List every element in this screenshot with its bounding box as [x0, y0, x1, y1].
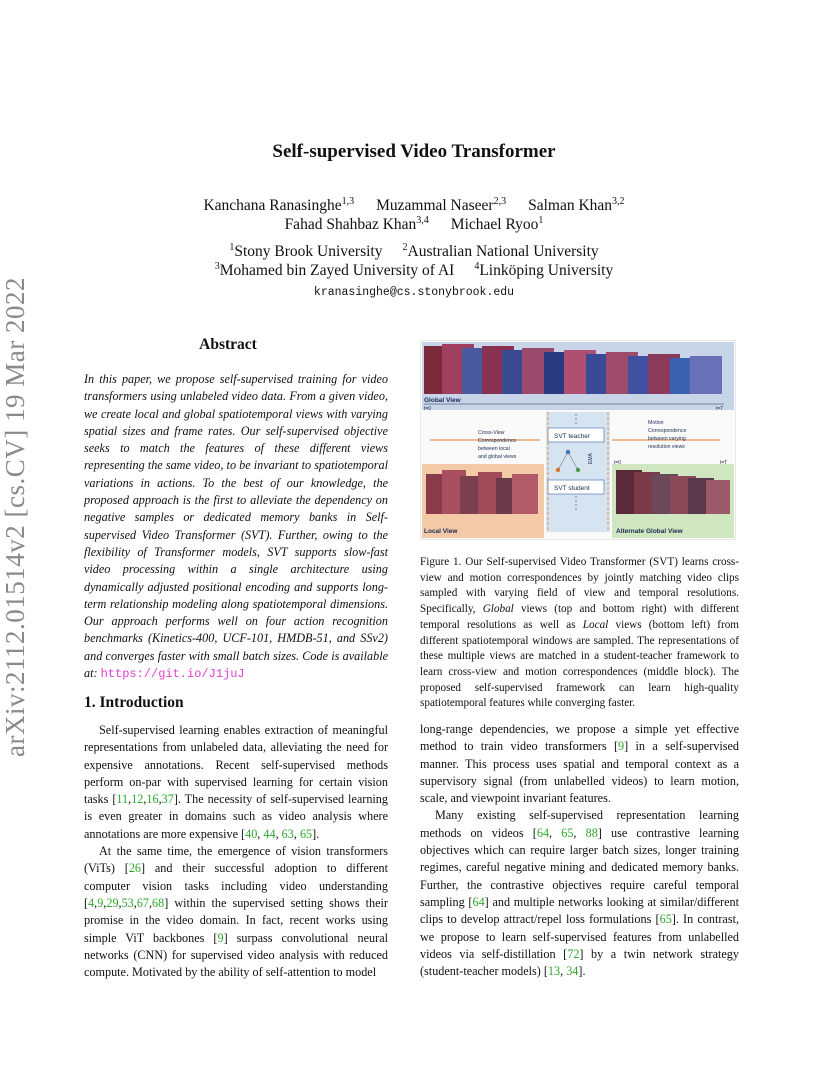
paragraph-text: Many existing self-supervised representation learning methods on videos [ — [420, 808, 739, 840]
citation-link[interactable]: 63 — [281, 826, 294, 841]
affiliation-name: Mohamed bin Zayed University of AI — [219, 262, 455, 280]
frame — [690, 356, 722, 394]
author-name: Michael Ryoo — [450, 216, 539, 234]
citation-link[interactable]: 65 — [561, 825, 574, 840]
time-start-label: t=0 — [614, 460, 622, 466]
author-line-2 — [0, 215, 828, 234]
abstract-text: In this paper, we propose self-supervised training for video transformers using unlabeled video data. From a given video, we create local and global spatiotemporal views with varying spatial sizes and frame rates. Our self-supervised objective seeks to match the features of these different views representing the same video, to be invariant to spatiotemporal variations in actions. To the best of our knowledge, the proposed approach is the first to alleviate the dependency on negative samples or dedicated memory banks in Self-supervised Video Transformer (SVT). Further, owing to the flexibility of Transformer models, SVT supports slow-fast video processing within a single architecture using dynamically adjusted positional encoding and supports long-term relationship modeling along spatiotemporal dimensions. Our approach performs well on four action recognition benchmarks (Kinetics-400, UCF-101, HMDB-51, and SSv2) and converges faster with small batch sizes. Code is available at: — [84, 372, 388, 681]
author-affiliation-mark: 1 — [538, 215, 544, 226]
local-view-label: Local View — [424, 528, 458, 535]
figure-1-diagram — [420, 340, 736, 540]
paragraph-text: , — [560, 964, 567, 979]
paragraph-text: , — [118, 895, 122, 910]
citation-link[interactable]: 65 — [299, 826, 313, 841]
paragraph-text: ]. In contrast, we propose to learn self-supervised features from unlabelled videos via self-distillation [ — [420, 912, 740, 961]
introduction-column-right — [420, 721, 739, 980]
paragraph-text: Self-supervised learning enables extraction of meaningful representations from unlabeled data, alleviating the need for expensive annotations. Recent self-supervised methods perform on-par with supervised learning for certain vision tasks [ — [84, 723, 388, 807]
motion-label-line: Correspondence — [648, 428, 687, 434]
paragraph-text: ]. The necessity of self-supervised learning is even greater in domains such as video analysis where annotations are more expensive [ — [84, 792, 388, 841]
alternate-global-view-label: Alternate Global View — [616, 528, 683, 535]
section-heading-introduction: 1. Introduction — [84, 694, 184, 711]
paragraph-text: ] within the supervised setting shows their promise in the video domain. In fact, recent works using simple ViT backbones [ — [84, 895, 388, 945]
paragraph-text: , — [128, 792, 132, 807]
affiliation-mark: 2 — [402, 242, 408, 253]
paragraph-text: , — [94, 895, 98, 910]
paragraph — [420, 721, 739, 807]
abstract-heading: Abstract — [199, 336, 257, 353]
paragraph — [84, 722, 388, 843]
paper-title: Self-supervised Video Transformer — [272, 141, 556, 162]
ema-label: EMA — [588, 453, 594, 464]
paragraph-text: ] and their successful adoption to different computer vision tasks including video understanding [ — [84, 861, 388, 910]
code-link[interactable]: https://git.io/J1juJ — [100, 667, 245, 682]
motion-label-line: between varying — [648, 436, 686, 442]
citation-link[interactable]: 9 — [618, 739, 625, 754]
cross-view-label-line: between local — [478, 446, 510, 452]
paragraph-text: , — [103, 895, 107, 910]
citation-link[interactable]: 67 — [136, 895, 149, 910]
paragraph-text: ] in a self-supervised manner. This process uses spatial and temporal context as a supervisory signal (from unlabelled videos) to learn motion, scale, and viewpoint invariant features. — [420, 739, 739, 806]
cross-view-label-line: and global views — [478, 454, 517, 460]
figure-1-caption — [420, 555, 739, 712]
affiliation-name: Linköping University — [479, 262, 614, 280]
frame — [706, 480, 730, 514]
author-name: Salman Khan — [528, 197, 613, 215]
author-affiliation-mark: 2,3 — [493, 196, 507, 207]
paragraph-text: ]. — [312, 826, 320, 841]
citation-link[interactable]: 53 — [121, 895, 134, 910]
frame — [512, 474, 538, 514]
author-line-1 — [0, 196, 828, 215]
paragraph-text: , — [293, 826, 300, 841]
caption-text: views (bottom left) from different spatiotemporal windows are sampled. The representations of these multiple views are matched in a student-teacher framework to learn cross-view and motion correspondences (middle block). The proposed self-supervised framework can learn high-quality spatiotemporal features while converging faster. — [420, 618, 740, 710]
citation-link[interactable]: 16 — [146, 792, 159, 807]
affiliation-mark: 4 — [474, 261, 480, 272]
paragraph-text: ] and multiple networks looking at similar/different clips to develop attract/repel loss formulations [ — [420, 894, 739, 927]
paragraph-text: At the same time, the emergence of vision transformers (ViTs) [ — [84, 844, 388, 876]
citation-link[interactable]: 29 — [106, 895, 119, 910]
paragraph-text: , — [573, 825, 586, 840]
abstract-body — [84, 371, 388, 683]
author-affiliation-mark: 3,4 — [416, 215, 429, 226]
motion-label-line: resolution views — [648, 444, 685, 450]
citation-link[interactable]: 72 — [567, 946, 580, 961]
paragraph — [84, 843, 388, 981]
citation-link[interactable]: 64 — [536, 825, 550, 840]
affiliation-line-1 — [0, 242, 828, 261]
paragraph-text: , — [143, 792, 147, 807]
paragraph-text: , — [133, 895, 137, 910]
citation-link[interactable]: 40 — [245, 826, 258, 841]
caption-emphasis: Local — [582, 618, 609, 631]
time-start-label: t=0 — [424, 406, 432, 412]
paragraph-text: , — [158, 792, 162, 807]
contact-email: kranasinghe@cs.stonybrook.edu — [313, 286, 515, 299]
paragraph-text: , — [549, 825, 562, 840]
paragraph-text: , — [275, 826, 282, 841]
author-name: Fahad Shahbaz Khan — [284, 216, 417, 234]
citation-link[interactable]: 9 — [217, 930, 224, 945]
svt-student-label: SVT student — [554, 485, 590, 492]
citation-link[interactable]: 4 — [88, 895, 95, 910]
introduction-column-left — [84, 722, 388, 981]
paragraph-text: ] surpass convolutional neural networks (CNN) for supervised video analysis with reduced compute. Motivated by the ability of self-attention to model — [84, 930, 388, 980]
paragraph-text: long-range dependencies, we propose a simple yet effective method to train video transformers [ — [420, 722, 739, 754]
citation-link[interactable]: 68 — [152, 895, 165, 910]
citation-link[interactable]: 88 — [585, 825, 598, 840]
affiliation-name: Stony Brook University — [234, 243, 383, 261]
cross-view-label-line: Cross-View — [478, 430, 505, 436]
author-name: Muzammal Naseer — [376, 197, 494, 215]
motion-label-line: Motion — [648, 420, 664, 426]
paragraph-text: , — [257, 826, 264, 841]
time-end-label: t=T — [720, 460, 728, 466]
local-view-frames — [426, 470, 538, 514]
citation-link[interactable]: 11 — [116, 792, 129, 807]
citation-link[interactable]: 9 — [97, 895, 104, 910]
citation-link[interactable]: 37 — [161, 792, 174, 807]
citation-link[interactable]: 12 — [131, 792, 144, 807]
paragraph-text: ] use contrastive learning objectives which can require larger batch sizes, longer training regimes, careful negative mining and dedicated memory banks. Further, the contrastive objectives require careful temporal sampling [ — [420, 825, 739, 909]
affiliation-line-2 — [0, 261, 828, 280]
affiliation-name: Australian National University — [407, 243, 599, 261]
author-affiliation-mark: 3,2 — [612, 196, 625, 207]
global-view-label: Global View — [424, 397, 461, 404]
paragraph-text: ] by a twin network strategy (student-teacher models) [ — [420, 946, 739, 979]
citation-link[interactable]: 44 — [263, 826, 276, 841]
caption-emphasis: Global — [482, 603, 514, 616]
paragraph — [420, 807, 739, 980]
citation-link[interactable]: 34 — [566, 964, 579, 979]
citation-link[interactable]: 26 — [128, 861, 141, 876]
citation-link[interactable]: 64 — [472, 894, 485, 909]
affiliation-mark: 3 — [214, 261, 220, 272]
paragraph-text: ]. — [578, 964, 586, 979]
time-end-label: t=T — [716, 406, 724, 412]
author-name: Kanchana Ranasinghe — [203, 197, 342, 215]
citation-link[interactable]: 13 — [547, 964, 561, 979]
affiliation-mark: 1 — [229, 242, 235, 253]
citation-link[interactable]: 65 — [659, 912, 672, 927]
arxiv-identifier: arXiv:2112.01514v2 [cs.CV] 19 Mar 2022 — [0, 277, 30, 757]
caption-text: Figure 1. Our Self-supervised Video Transformer (SVT) learns cross-view and motion correspondences by jointly matching video clips sampled with varying field of view and temporal resolutions. Specifically, — [420, 556, 739, 616]
author-affiliation-mark: 1,3 — [341, 196, 355, 207]
caption-text: views (top and bottom right) with different temporal resolutions as well as — [420, 603, 740, 631]
paragraph-text: , — [149, 895, 153, 910]
cross-view-label-line: Correspondence — [478, 438, 517, 444]
svt-teacher-label: SVT teacher — [554, 433, 591, 440]
